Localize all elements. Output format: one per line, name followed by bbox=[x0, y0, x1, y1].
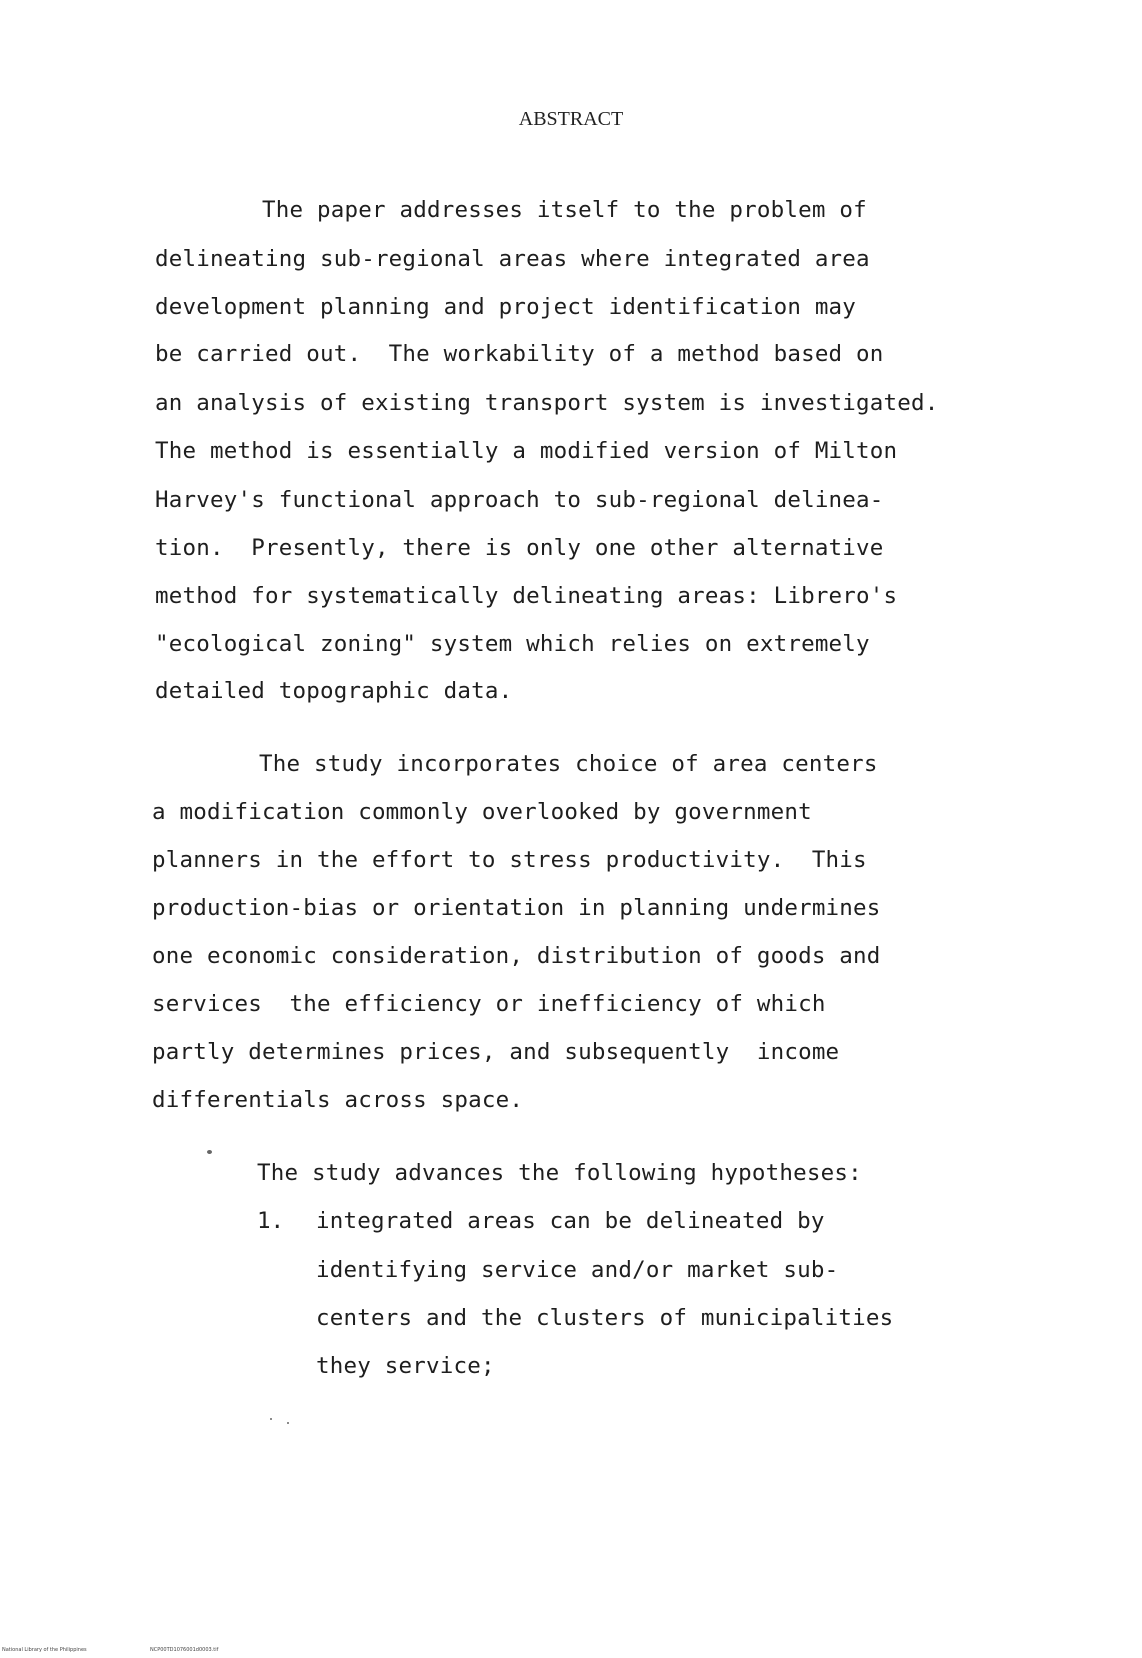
paragraph-line: differentials across space. bbox=[152, 1087, 524, 1113]
paragraph-line: a modification commonly overlooked by government bbox=[152, 799, 812, 825]
scan-speck bbox=[207, 1150, 212, 1154]
hypothesis-line: centers and the clusters of municipalities bbox=[316, 1305, 894, 1331]
paragraph-line: The paper addresses itself to the problem of bbox=[262, 197, 867, 223]
paragraph-line: detailed topographic data. bbox=[155, 678, 513, 704]
paragraph-line: partly determines prices, and subsequently income bbox=[152, 1039, 840, 1065]
paragraph-line: "ecological zoning" system which relies on extremely bbox=[155, 631, 870, 657]
paragraph-line: delineating sub-regional areas where integrated area bbox=[155, 246, 870, 272]
footer-source: National Library of the Philippines bbox=[2, 1647, 87, 1653]
paragraph-line: tion. Presently, there is only one other alternative bbox=[155, 535, 884, 561]
hypothesis-line: integrated areas can be delineated by bbox=[316, 1208, 825, 1234]
paragraph-line: services the efficiency or inefficiency of which bbox=[152, 991, 826, 1017]
paragraph-line: The study incorporates choice of area centers bbox=[259, 751, 878, 777]
paragraph-line: one economic consideration, distribution of goods and bbox=[152, 943, 881, 969]
paragraph-line: an analysis of existing transport system is investigated. bbox=[155, 390, 939, 416]
paragraph-line: production-bias or orientation in planning undermines bbox=[152, 895, 881, 921]
paragraph-line: Harvey's functional approach to sub-regional delinea- bbox=[155, 487, 884, 513]
paragraph-line: The method is essentially a modified version of Milton bbox=[155, 438, 898, 464]
abstract-title: ABSTRACT bbox=[518, 108, 624, 130]
hypothesis-line: identifying service and/or market sub- bbox=[316, 1257, 839, 1283]
scan-speck bbox=[270, 1418, 272, 1420]
footer-filename: NCP00TD1076001d0003.tif bbox=[150, 1647, 219, 1653]
paragraph-line: be carried out. The workability of a method based on bbox=[155, 341, 884, 367]
hypothesis-line: they service; bbox=[316, 1353, 495, 1379]
scan-speck bbox=[287, 1422, 289, 1424]
paragraph-line: development planning and project identification may bbox=[155, 294, 857, 320]
paragraph-line: planners in the effort to stress productivity. This bbox=[152, 847, 867, 873]
hypotheses-intro: The study advances the following hypotheses: bbox=[257, 1160, 862, 1186]
paragraph-line: method for systematically delineating areas: Librero's bbox=[155, 583, 898, 609]
hypothesis-number: 1. bbox=[257, 1208, 285, 1234]
